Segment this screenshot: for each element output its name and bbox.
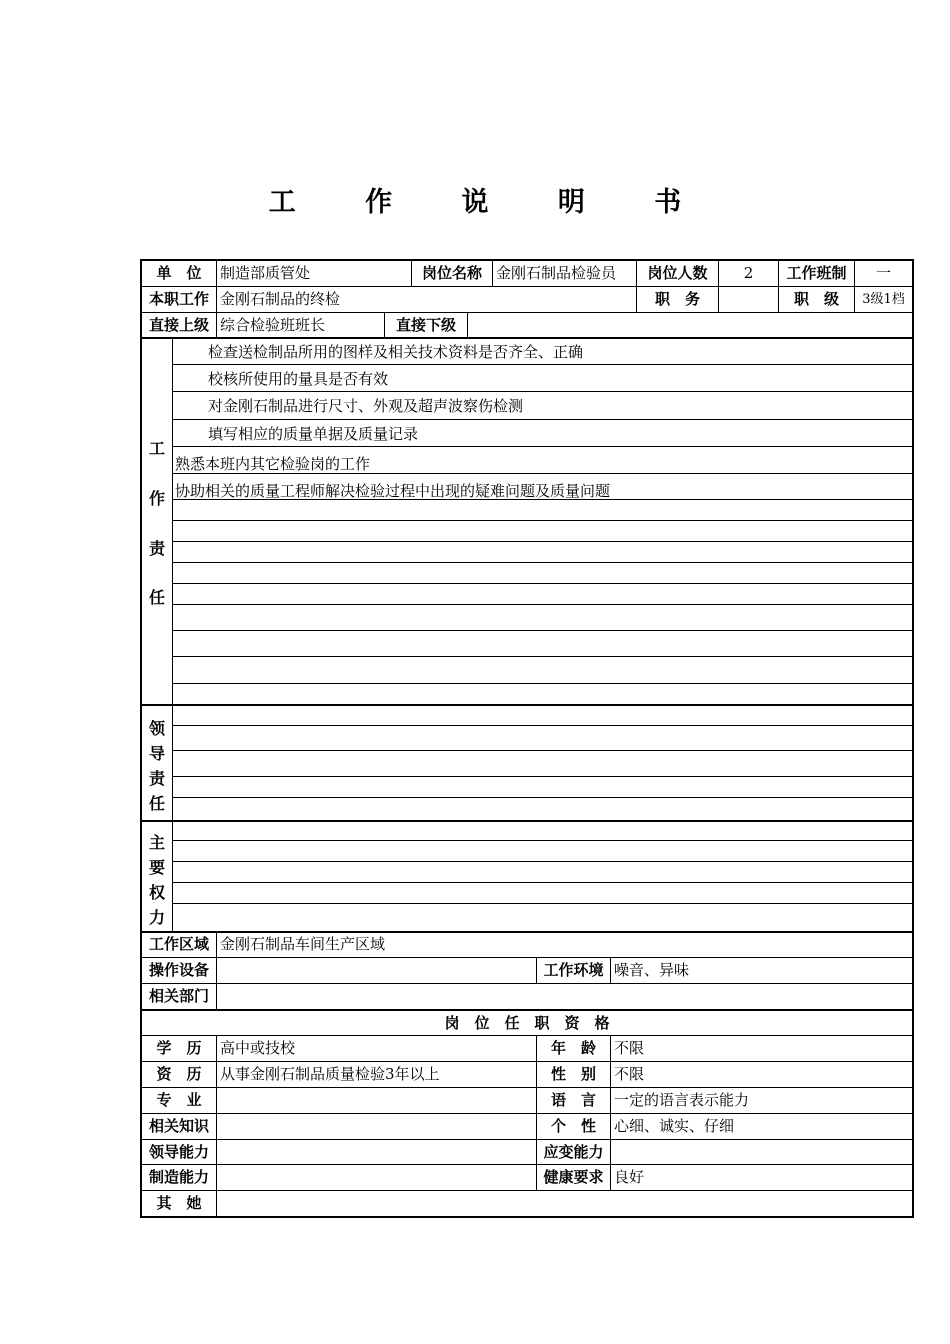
- qual-left-label: 制造能力: [148, 1168, 209, 1186]
- qualifications-heading: 岗 位 任 职 资 格: [444, 1014, 610, 1032]
- responsibility-item: 填写相应的质量单据及质量记录: [208, 425, 419, 443]
- qual-right-label: 年 龄: [550, 1039, 596, 1057]
- grade-value: 3级1档: [862, 292, 905, 307]
- qual-left-label: 专 业: [156, 1091, 202, 1109]
- headcount-label: 岗位人数: [647, 264, 708, 282]
- qual-left-value: 高中或技校: [220, 1039, 296, 1057]
- responsibility-item: 校核所使用的量具是否有效: [208, 370, 389, 388]
- superior-value: 综合检验班班长: [220, 316, 326, 334]
- unit-label: 单 位: [156, 264, 202, 282]
- headcount-value: 2: [743, 264, 754, 282]
- unit-value: 制造部质管处: [220, 264, 311, 282]
- qual-left-label: 领导能力: [148, 1143, 209, 1161]
- qual-left-value: 从事金刚石制品质量检验3年以上: [220, 1065, 440, 1083]
- post-name-label: 岗位名称: [421, 264, 482, 282]
- responsibility-item: 协助相关的质量工程师解决检验过程中出现的疑难问题及质量问题: [175, 482, 611, 500]
- qual-left-label: 学 历: [156, 1039, 202, 1057]
- grade-label: 职 级: [793, 290, 839, 308]
- qual-right-label: 应变能力: [543, 1143, 604, 1161]
- qual-right-value: 一定的语言表示能力: [614, 1091, 750, 1109]
- work-area-label: 工作区域: [148, 935, 209, 953]
- qual-left-label: 资 历: [156, 1065, 202, 1083]
- post-name-value: 金刚石制品检验员: [496, 264, 617, 282]
- main-work-value: 金刚石制品的终检: [220, 290, 341, 308]
- subordinate-label: 直接下级: [395, 316, 456, 334]
- document-title: 工 作 说 明 书: [268, 187, 712, 218]
- responsibility-item: 对金刚石制品进行尺寸、外观及超声波察伤检测: [208, 397, 524, 415]
- qual-right-value: 不限: [614, 1039, 645, 1057]
- environment-label: 工作环境: [543, 961, 604, 979]
- qual-right-value: 心细、诚实、仔细: [614, 1117, 735, 1135]
- qual-right-label: 个 性: [550, 1117, 596, 1135]
- responsibility-item: 熟悉本班内其它检验岗的工作: [175, 455, 371, 473]
- qual-right-label: 健康要求: [543, 1168, 604, 1186]
- related-dept-label: 相关部门: [148, 987, 209, 1005]
- main-work-label: 本职工作: [148, 290, 209, 308]
- environment-value: 噪音、异味: [614, 961, 690, 979]
- qual-right-label: 性 别: [550, 1065, 596, 1083]
- equipment-label: 操作设备: [148, 961, 209, 979]
- shift-label: 工作班制: [786, 264, 847, 282]
- superior-label: 直接上级: [148, 316, 209, 334]
- responsibility-item: 检查送检制品所用的图样及相关技术资料是否齐全、正确: [208, 343, 584, 361]
- shift-value: 一: [875, 264, 891, 282]
- duty-label: 职 务: [654, 290, 700, 308]
- work-area-value: 金刚石制品车间生产区域: [220, 935, 386, 953]
- qual-right-value: 良好: [614, 1168, 645, 1186]
- other-label: 其 她: [156, 1194, 202, 1212]
- qual-right-value: 不限: [614, 1065, 645, 1083]
- qual-right-label: 语 言: [550, 1091, 596, 1109]
- qual-left-label: 相关知识: [148, 1117, 209, 1135]
